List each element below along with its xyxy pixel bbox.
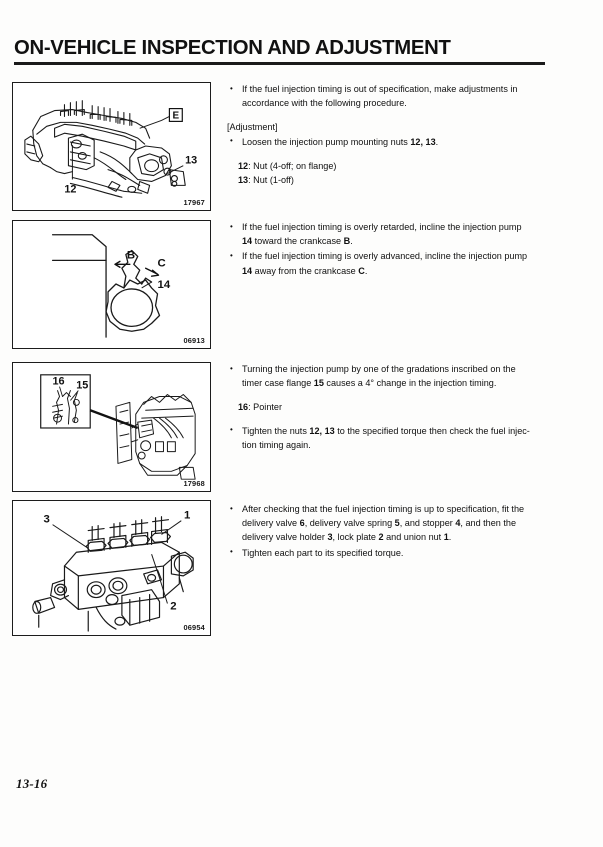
instruction-text: If the fuel injection timing is overly retarded, incline the injection pump (242, 222, 522, 232)
callout-label-E: E (172, 110, 180, 122)
instruction-text: , and then the (460, 518, 517, 529)
page-title: ON-VEHICLE INSPECTION AND ADJUSTMENT (14, 36, 451, 59)
figure-panel-injection-pump-mounting-nuts (12, 82, 211, 211)
subheading-adjustment: [Adjustment] (227, 122, 278, 133)
instruction-text: , delivery valve spring (304, 518, 395, 529)
instruction-text: , lock plate (332, 532, 379, 543)
instruction-text: toward the crankcase (252, 236, 344, 247)
part-number-ref: 3 (327, 532, 333, 543)
instruction-text: delivery valve (242, 518, 300, 529)
direction-ref: C (358, 265, 365, 276)
part-list-item-12 (227, 159, 589, 173)
callout-label-14: 14 (157, 278, 171, 291)
instruction-block-4 (227, 502, 589, 561)
part-number-ref: 5 (394, 518, 400, 529)
instruction-text: . (448, 532, 452, 543)
part-number-ref: 14 (242, 236, 253, 247)
callout-label-2: 2 (170, 600, 177, 613)
callout-label-16: 16 (52, 375, 65, 388)
callout-label-13: 13 (185, 154, 198, 167)
figure-illustration-06913 (13, 221, 210, 348)
instruction-text: Turning the injection pump by one of the gradations inscribed on the (242, 364, 516, 374)
instruction-text: delivery valve holder (242, 532, 328, 543)
figure-panel-timer-case-flange (12, 362, 211, 492)
part-description: : Nut (4-off; on flange) (248, 160, 337, 171)
figure-number: 06913 (183, 336, 205, 345)
instruction-bullet (227, 546, 589, 560)
figure-number: 06954 (183, 623, 205, 632)
instruction-text: If the fuel injection timing is overly advanced, incline the injection pump (242, 251, 528, 262)
instruction-block-1 (227, 82, 589, 187)
figure-illustration-17967 (13, 83, 210, 210)
instruction-block-2 (227, 220, 589, 279)
instruction-text: Tighten each part to its specified torque. (242, 547, 404, 558)
instruction-text: , and stopper (399, 518, 456, 529)
callout-label-1: 1 (184, 509, 191, 522)
callout-label-B: B (126, 249, 136, 262)
part-number-ref: 13 (238, 175, 249, 186)
figure-panel-injection-pump-incline (12, 220, 211, 349)
instruction-text: . (350, 236, 353, 247)
part-number-ref: 1 (443, 532, 449, 543)
instruction-text: and union nut (383, 532, 444, 543)
part-number-ref: 6 (299, 518, 305, 529)
instruction-text: Tighten the nuts (242, 425, 310, 436)
instruction-bullet (227, 362, 589, 390)
part-list-item-13 (227, 173, 589, 187)
instruction-text: timer case flange (242, 378, 314, 389)
instruction-text: to the specified torque then check the fuel injec- (334, 425, 530, 436)
instruction-text: causes a 4° change in the injection timing. (323, 378, 497, 389)
instruction-text: After checking that the fuel injection timing is up to specification, fit the (242, 504, 525, 514)
instruction-text: . (364, 265, 368, 276)
instruction-bullet (227, 82, 589, 110)
leader-line-3 (53, 525, 89, 549)
instruction-text: Loosen the injection pump mounting nuts (242, 136, 411, 147)
figure-illustration-17968 (13, 363, 210, 491)
leader-line-E (140, 115, 172, 128)
instruction-text: accordance with the following procedure. (242, 98, 407, 109)
part-list-item-16 (227, 400, 589, 414)
instruction-text: If the fuel injection timing is out of specification, make adjustments in (242, 84, 518, 94)
part-number-ref: 14 (242, 265, 253, 276)
part-number-ref: 12, 13 (410, 136, 436, 147)
instruction-text: . (435, 136, 439, 147)
part-number-ref: 12 (238, 160, 249, 171)
callout-label-12: 12 (64, 183, 77, 196)
callout-label-C: C (157, 257, 166, 270)
callout-label-15: 15 (76, 379, 89, 392)
instruction-block-3 (227, 362, 589, 453)
figure-number: 17968 (183, 479, 205, 488)
instruction-bullet (227, 502, 589, 545)
figure-panel-delivery-valve-holder (12, 500, 211, 636)
page-number: 13-16 (16, 776, 48, 791)
part-description: : Nut (1-off) (248, 175, 294, 186)
arrow-C (146, 268, 159, 276)
part-number-ref: 15 (313, 378, 324, 389)
leader-line-2 (152, 554, 168, 603)
callout-label-3: 3 (43, 513, 50, 526)
header-rule (14, 62, 545, 65)
direction-ref: B (343, 236, 351, 247)
figure-illustration-06954 (13, 501, 210, 635)
instruction-bullet (227, 424, 589, 452)
part-number-ref: 12, 13 (309, 425, 335, 436)
instruction-bullet (227, 249, 589, 277)
leader-line-1 (161, 521, 181, 535)
part-number-ref: 16 (238, 402, 249, 413)
part-number-ref: 2 (378, 532, 384, 543)
part-number-ref: 4 (455, 518, 461, 529)
part-description: : Pointer (248, 402, 282, 413)
figure-number: 17967 (183, 198, 205, 207)
instruction-text: tion timing again. (242, 439, 311, 450)
instruction-bullet (227, 220, 589, 248)
page-header (14, 36, 589, 60)
instruction-bullet (227, 135, 589, 149)
instruction-text: away from the crankcase (252, 265, 359, 276)
